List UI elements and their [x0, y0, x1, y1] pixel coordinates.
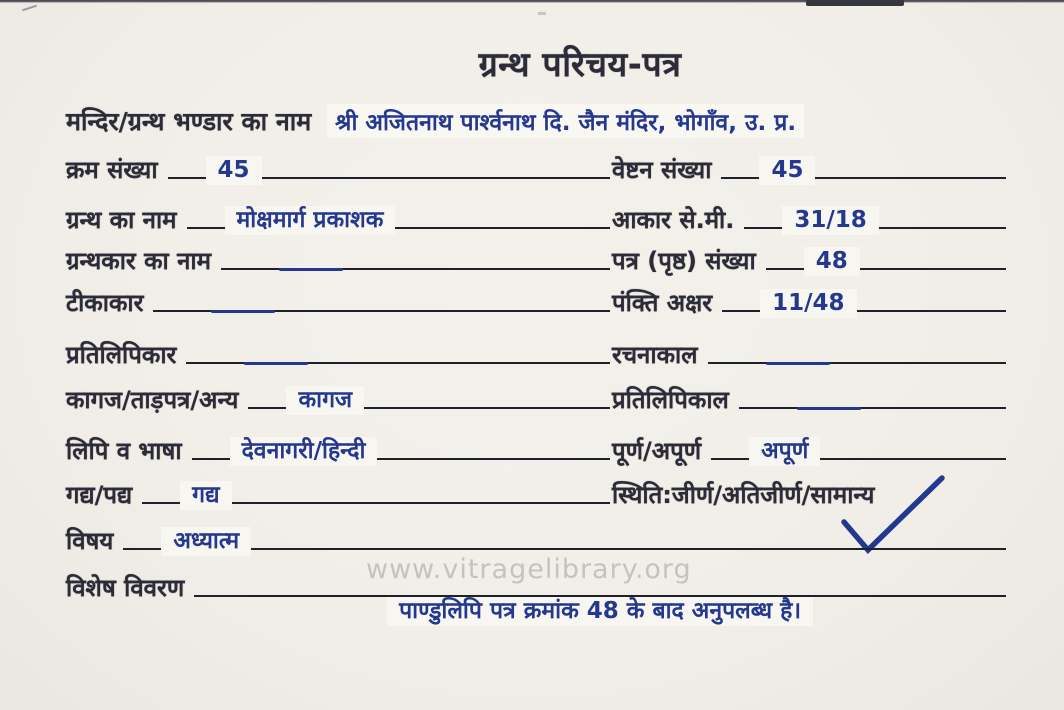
- field-label: पत्र (पृष्ठ) संख्या: [612, 247, 756, 275]
- field-label: प्रतिलिपिकाल: [612, 386, 729, 414]
- field-label: विषय: [66, 527, 114, 555]
- field-rule: [142, 482, 610, 509]
- field-value: गद्य: [180, 481, 231, 510]
- form-row: [66, 374, 1008, 418]
- field-rule: [739, 407, 1006, 409]
- field-rule: [168, 157, 610, 184]
- form-row: [66, 144, 1008, 188]
- field-rule: [192, 438, 610, 465]
- field-rule: [221, 268, 610, 270]
- field-rule: [722, 290, 1006, 317]
- form-field: [612, 434, 1008, 469]
- field-rule: [187, 207, 610, 234]
- blank-ink-dash: [211, 310, 275, 314]
- header-label: मन्दिर/ग्रन्थ भण्डार का नाम: [66, 107, 312, 136]
- field-label: ग्रन्थ का नाम: [66, 206, 177, 234]
- field-value: 45: [759, 156, 815, 185]
- scan-edge-artifact: [0, 0, 1064, 3]
- field-value: मोक्षमार्ग प्रकाशक: [225, 206, 396, 235]
- field-value: अपूर्ण: [749, 437, 820, 466]
- form-field: [66, 434, 612, 469]
- header-row: [66, 104, 1034, 138]
- field-rule: [186, 362, 610, 364]
- field-rule: [708, 362, 1006, 364]
- field-label: गद्य/पद्य: [66, 481, 133, 509]
- blank-ink-dash: [766, 362, 830, 366]
- blank-ink-dash: [244, 362, 308, 366]
- field-value: देवनागरी/हिन्दी: [230, 437, 378, 466]
- form-field: [612, 203, 1008, 238]
- form-row: [66, 329, 1008, 373]
- field-rule: [744, 207, 1006, 234]
- form-field: [66, 338, 612, 373]
- field-label: ग्रन्थकार का नाम: [66, 247, 211, 275]
- field-rule: [711, 438, 1006, 465]
- field-label: लिपि व भाषा: [66, 437, 182, 465]
- blank-ink-dash: [279, 268, 343, 272]
- field-label: पूर्ण/अपूर्ण: [612, 437, 702, 465]
- form-row: [66, 469, 1008, 513]
- field-label: पंक्ति अक्षर: [612, 289, 713, 317]
- scan-speck: [538, 12, 546, 15]
- field-label: वेष्टन संख्या: [612, 156, 712, 184]
- form-row: [66, 515, 1008, 559]
- form-field: [66, 153, 612, 188]
- field-value: 45: [206, 156, 262, 185]
- blank-ink-dash: [797, 407, 861, 411]
- field-rule: [123, 528, 1006, 555]
- form-row: [66, 235, 1008, 279]
- field-label: स्थिति:जीर्ण/अतिजीर्ण/सामान्य: [612, 481, 875, 509]
- form-field: [612, 244, 1008, 279]
- form-field: [66, 383, 612, 418]
- field-rule: [721, 157, 1006, 184]
- form-field: [612, 153, 1008, 188]
- form-field: [66, 203, 612, 238]
- form-field: [66, 478, 612, 513]
- field-label: विशेष विवरण: [66, 574, 185, 602]
- field-rule: [248, 387, 610, 414]
- field-rule: [766, 248, 1006, 275]
- field-value: अध्यात्म: [161, 527, 251, 556]
- form-field: [612, 383, 1008, 418]
- field-value: पाण्डुलिपि पत्र क्रमांक 48 के बाद अनुपलब्ध है।: [387, 597, 813, 626]
- form-row: [66, 425, 1008, 469]
- field-label: प्रतिलिपिकार: [66, 341, 177, 369]
- field-value: 11/48: [760, 289, 856, 318]
- field-value: 31/18: [782, 206, 878, 235]
- form-row: [66, 194, 1008, 238]
- watermark: www.vitragelibrary.org: [366, 554, 692, 585]
- field-label: रचनाकाल: [612, 341, 698, 369]
- field-value: कागज: [286, 386, 364, 415]
- form-field: [66, 286, 612, 321]
- form-field: [66, 244, 612, 279]
- form-title: ग्रन्थ परिचय-पत्र: [478, 45, 682, 85]
- form-row: [66, 277, 1008, 321]
- field-label: आकार से.मी.: [612, 206, 735, 234]
- field-label: क्रम संख्या: [66, 156, 158, 184]
- field-label: टीकाकार: [66, 289, 144, 317]
- header-value: श्री अजितनाथ पार्श्वनाथ दि. जैन मंदिर, भोगाँव, उ. प्र.: [327, 104, 804, 138]
- field-label: कागज/ताड़पत्र/अन्य: [66, 386, 239, 414]
- scan-speck: [22, 5, 37, 12]
- form-field: [612, 286, 1008, 321]
- form-field: [612, 338, 1008, 373]
- form-field: [612, 478, 1008, 513]
- field-value: 48: [804, 247, 860, 276]
- field-rule: [153, 310, 610, 312]
- field-rule: [194, 595, 1006, 624]
